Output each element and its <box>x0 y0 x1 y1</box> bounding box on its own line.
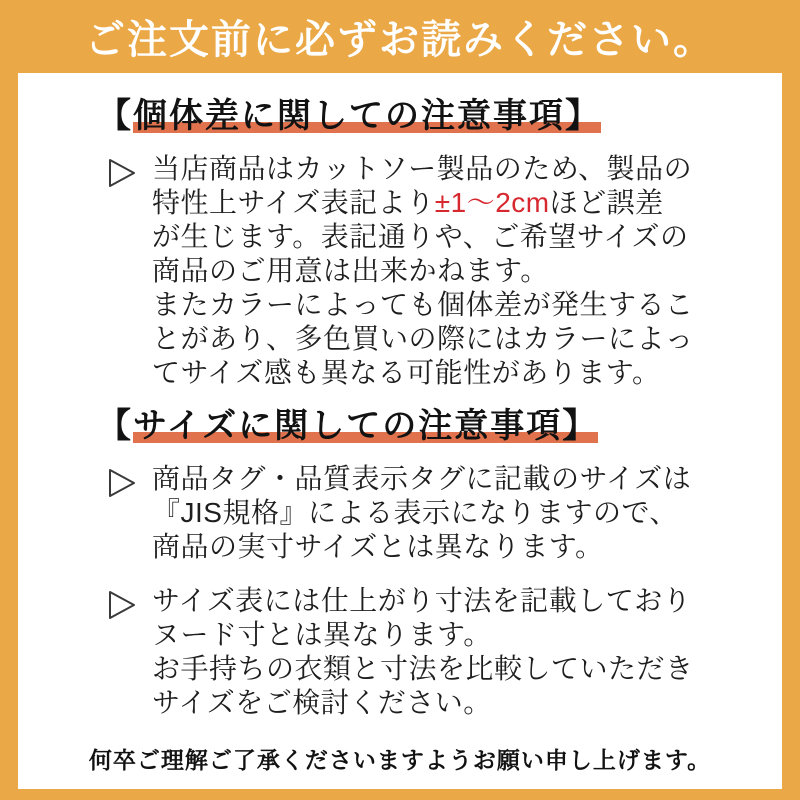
heading-highlight: 個体差に関しての注意事項】 <box>133 97 601 135</box>
heading-open-bracket: 【 <box>97 97 133 135</box>
notice-line: サイズをご検討ください。 <box>152 687 492 718</box>
notice-item <box>105 152 752 390</box>
notice-line: てサイズ感も異なる可能性があります。 <box>152 357 661 388</box>
page-title: ご注文前に必ずお読みください。 <box>85 18 715 62</box>
heading-close-bracket: 】 <box>562 407 599 445</box>
heading-highlight: サイズに関しての注意事項】 <box>133 407 599 445</box>
notice-line: またカラーによっても個体差が発生するこ <box>152 289 694 320</box>
header-banner <box>0 0 800 73</box>
heading-close-bracket: 】 <box>565 97 601 135</box>
notice-line: ヌード寸とは異なります。 <box>152 619 492 650</box>
footer-note: 何卒ご理解ご了承くださいますようお願い申し上げます。 <box>88 747 712 773</box>
notice-line: 商品タグ・品質表示タグに記載のサイズは <box>152 463 692 494</box>
triangle-bullet-icon <box>105 584 152 627</box>
notice-text <box>152 584 694 720</box>
notice-text <box>152 462 691 564</box>
notice-panel <box>18 73 782 789</box>
notice-line: 商品の実寸サイズとは異なります。 <box>152 531 604 562</box>
notice-item <box>105 462 752 564</box>
notice-line: お手持ちの衣類と寸法を比較していただき <box>152 653 694 684</box>
triangle-bullet-icon <box>105 462 152 505</box>
section-heading-size <box>97 405 782 448</box>
notice-line: とがあり、多色買いの際にはカラーによっ <box>152 323 694 354</box>
notice-line: が生じます。表記通りや、ご希望サイズの <box>152 221 689 252</box>
notice-line: 特性上サイズ表記より±1〜2cmほど誤差 <box>152 187 664 218</box>
section-heading-individual-differences <box>97 95 782 138</box>
notice-text <box>152 152 694 390</box>
notice-line: 商品のご用意は出来かねます。 <box>152 255 549 286</box>
triangle-bullet-icon <box>105 152 152 195</box>
emphasis-text: ±1〜2cm <box>434 187 550 218</box>
heading-open-bracket: 【 <box>97 407 133 445</box>
notice-line: サイズ表には仕上がり寸法を記載しており <box>152 585 692 616</box>
notice-line: 当店商品はカットソー製品のため、製品の <box>152 153 693 184</box>
notice-line: 『JIS規格』による表示になりますので、 <box>152 497 678 528</box>
notice-item <box>105 584 752 720</box>
